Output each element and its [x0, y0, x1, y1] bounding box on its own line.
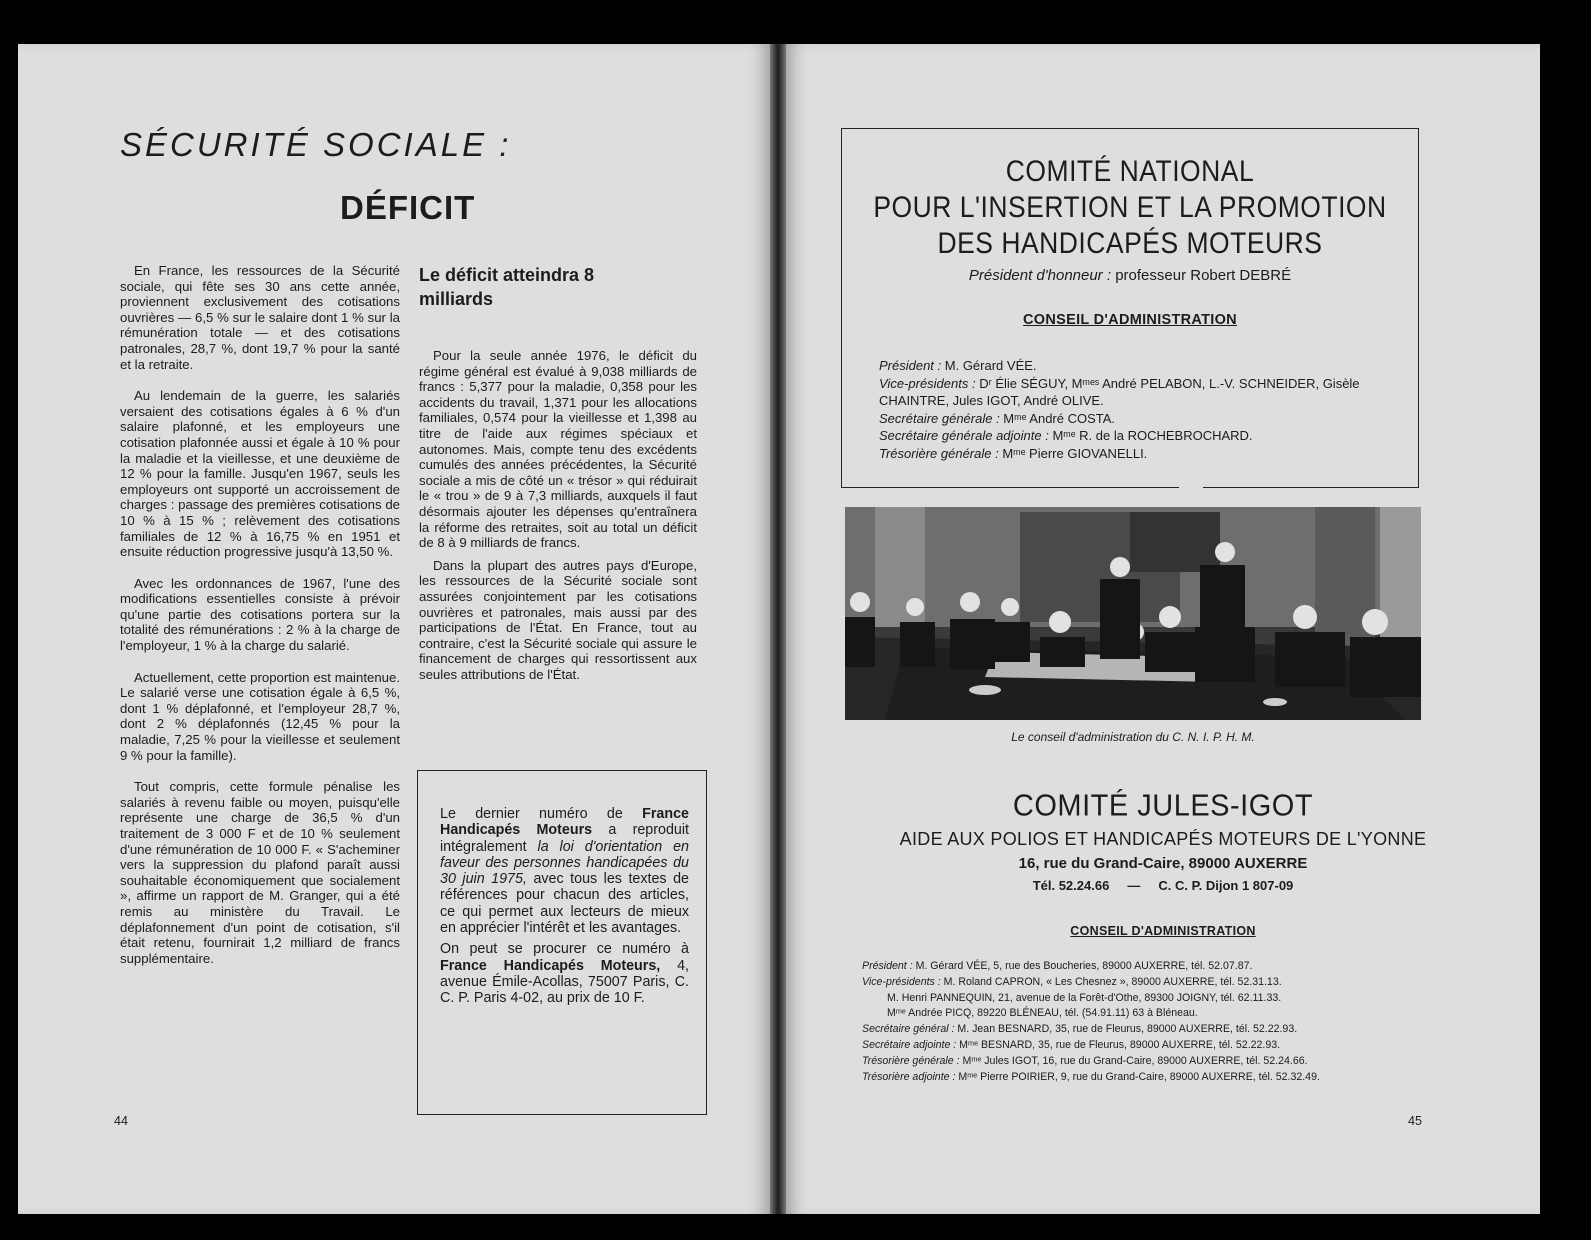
article-title-line2: DÉFICIT	[340, 189, 476, 226]
book-spine	[770, 44, 786, 1214]
org1-board-list	[879, 357, 1409, 463]
board-entry: Secrétaire générale : Mᵐᵉ André COSTA.	[879, 410, 1116, 426]
notice-box	[417, 770, 707, 1115]
meeting-photo	[845, 507, 1421, 720]
board-entry: M. Henri PANNEQUIN, 21, avenue de la Forêt-d'Othe, 89300 JOIGNY, tél. 62.11.33.	[887, 991, 1282, 1004]
org1-title: COMITÉ NATIONAL POUR L'INSERTION ET LA PROMOTION DES HANDICAPÉS MOTEURS	[873, 154, 1387, 260]
paragraph: Dans la plupart des autres pays d'Europe, les ressources de la Sécurité sociale sont assurées conjointement par les cotisations ouvrières et patronales, mais aussi par des participations de l'État. En France, tout au contraire, c'est la Sécurité sociale qui assure le financement de charges qui ressortissent aux seules attributions de l'État.	[419, 557, 697, 682]
board-entry: Secrétaire général : M. Jean BESNARD, 35, rue de Fleurus, 89000 AUXERRE, tél. 52.22.93.	[862, 1023, 1298, 1036]
board-entry: Secrétaire générale adjointe : Mᵐᵉ R. de la ROCHEBROCHARD.	[879, 428, 1253, 444]
notice-paragraph-1: Le dernier numéro de France Handicapés Moteurs a reproduit intégralement la loi d'orientation en faveur des personnes handicapées du 30 juin 1975, avec tous les textes de références pour chacun des articles, ce qui permet aux lecteurs de mieux en apprécier l'intérêt et les avantages.	[440, 806, 689, 937]
right-page	[786, 44, 1540, 1214]
article-title-line1: SÉCURITÉ SOCIALE :	[120, 126, 512, 163]
page-number: 45	[1408, 1114, 1422, 1128]
board-entry: Vice-présidents : M. Roland CAPRON, « Les Chesnez », 89000 AUXERRE, tél. 52.31.13.	[862, 975, 1282, 988]
board-entry: Président : M. Gérard VÉE, 5, rue des Boucheries, 89000 AUXERRE, tél. 52.07.87.	[862, 960, 1253, 972]
paragraph: Pour la seule année 1976, le déficit du régime général est évalué à 9,038 milliards de francs : 5,377 pour la maladie, 0,358 pour les accidents du travail, 1,371 pour les allocations familiales, 0,574 pour la vieillesse et 1,398 au titre de l'aide aux régimes spéciaux et autonomes. Mais, compte tenu des excédents cumulés des années précédentes, la Sécurité sociale a mis de côté un « trésor » qui réduirait le « trou » de 9 à 7,3 milliards, auxquels il faut désormais ajouter les dépenses qu'entraînera la réforme des retraites, soit au total un déficit de 8 à 9 milliards de francs.	[419, 348, 697, 551]
board-entry: Mᵐᵉ Andrée PICQ, 89220 BLÉNEAU, tél. (54.91.11) 63 à Bléneau.	[887, 1007, 1198, 1020]
org1-frame	[841, 128, 1419, 488]
paragraph: Tout compris, cette formule pénalise les salariés à revenu faible ou moyen, puisqu'elle représente une charge de 36,5 % d'un traitement de 3 000 F et de 10 % seulement d'une rémunération de 10 000 F. « S'acheminer vers la suppression du plafond paraît aussi souhaitable économiquement que socialement », affirme un rapport de M. Granger, qui a été remis au ministère du Travail. Le déplafonnement d'un point de cotisation, s'il était retenu, fournirait 1,2 milliard de francs supplémentaire.	[120, 779, 400, 966]
org2-address: 16, rue du Grand-Caire, 89000 AUXERRE	[1018, 855, 1308, 872]
org1-honorary-president: Président d'honneur : professeur Robert DEBRÉ	[968, 267, 1292, 284]
paragraph: Actuellement, cette proportion est maintenue. Le salarié verse une cotisation égale à 6,5 %, dont 1 % déplafonné, et l'employeur 28,7 %, dont 2 % déplafonnés (12,45 % pour la maladie, 7,25 % pour la vieillesse et seulement 9 % pour la famille).	[120, 669, 400, 763]
board-entry: Président : M. Gérard VÉE.	[879, 358, 1037, 373]
org2-board-list	[862, 959, 1422, 1085]
meeting-photo-image	[845, 507, 1421, 720]
org2-contact: Tél. 52.24.66 — C. C. P. Dijon 1 807-09	[1032, 878, 1294, 893]
board-entry: Secrétaire adjointe : Mᵐᵉ BESNARD, 35, rue de Fleurus, 89000 AUXERRE, tél. 52.22.93.	[862, 1038, 1281, 1051]
board-heading: CONSEIL D'ADMINISTRATION	[1070, 924, 1256, 938]
board-entry: Trésorière adjointe : Mᵐᵉ Pierre POIRIER, 9, rue du Grand-Caire, 89000 AUXERRE, tél. 52.32.49.	[862, 1070, 1320, 1083]
article-column-b	[419, 348, 697, 689]
page-number: 44	[114, 1114, 128, 1128]
board-heading: CONSEIL D'ADMINISTRATION	[1023, 312, 1237, 328]
section-subheading: Le déficit atteindra 8 milliards	[419, 265, 595, 309]
board-entry: Trésorière générale : Mᵐᵉ Jules IGOT, 16, rue du Grand-Caire, 89000 AUXERRE, tél. 52.24.66.	[862, 1054, 1308, 1067]
board-entry: Trésorière générale : Mᵐᵉ Pierre GIOVANELLI.	[879, 445, 1148, 461]
org2-subtitle: AIDE AUX POLIOS ET HANDICAPÉS MOTEURS DE L'YONNE	[899, 829, 1427, 849]
notice-paragraph-2: On peut se procurer ce numéro à France Handicapés Moteurs, 4, avenue Émile-Acollas, 75007 Paris, C. C. P. Paris 4-02, au prix de 10 F.	[440, 941, 689, 1007]
org2-title: COMITÉ JULES-IGOT	[1012, 789, 1314, 823]
left-page	[18, 44, 770, 1214]
paragraph: Avec les ordonnances de 1967, l'une des modifications essentielles consiste à prévoir qu'une partie des cotisations portera sur la totalité des rémunérations : 2 % à la charge de l'employeur, 1 % à la charge du salarié.	[120, 575, 400, 654]
frame-gap	[1179, 482, 1203, 492]
board-entry: Vice-présidents : Dʳ Élie SÉGUY, Mᵐᵉˢ André PELABON, L.-V. SCHNEIDER, Gisèle CHAINTRE, Jules IGOT, André OLIVE.	[879, 375, 1360, 409]
photo-caption: Le conseil d'administration du C. N. I. P. H. M.	[1011, 730, 1255, 744]
paragraph: En France, les ressources de la Sécurité sociale, qui fête ses 30 ans cette année, proviennent exclusivement des cotisations ouvrières — 6,5 % sur le salaire dont 1 % sur la rémunération totale — et des cotisations patronales, 28,7 %, dont 19,7 % pour la santé et la retraite.	[120, 263, 400, 372]
paragraph: Au lendemain de la guerre, les salariés versaient des cotisations égales à 6 % d'un salaire plafonné, et les employeurs une cotisation plafonnée aussi et égale à 10 % pour la maladie et la vieillesse, et une deuxième de 12 % pour la famille. Jusqu'en 1967, seuls les employeurs ont supporté un accroissement de charges : passage des premières cotisations de 10 % à 15 % ; relèvement des cotisations familiales de 12 % à 16,75 % en 1951 et ensuite réduction progressive jusqu'à 13,50 %.	[120, 388, 400, 560]
article-column-a	[120, 263, 400, 982]
